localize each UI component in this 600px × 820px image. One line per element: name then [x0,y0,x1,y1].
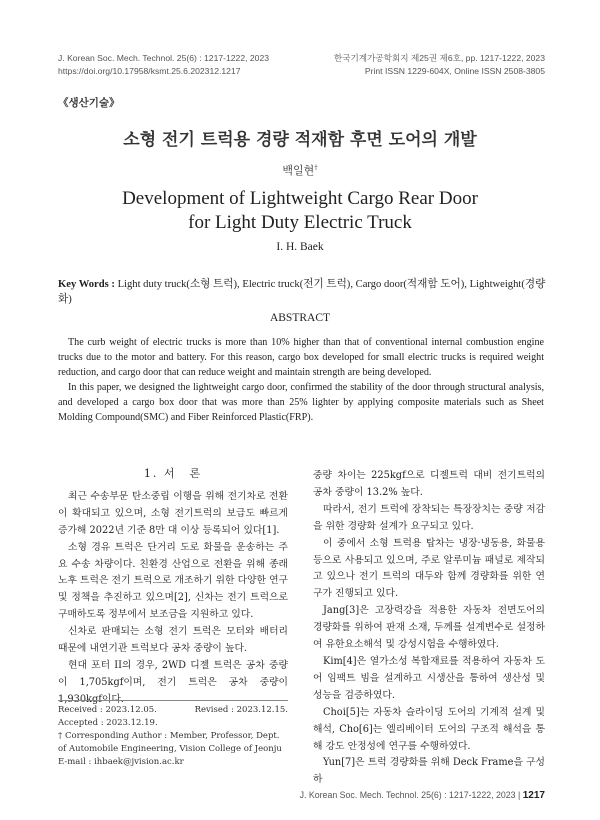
received-date: Received : 2023.12.05. [58,705,157,715]
body-paragraph: 최근 수송부문 탄소중립 이행을 위해 전기차로 전환이 확대되고 있으며, 소형 전기트럭의 보급도 빠르게 증가해 2022년 기준 8만 대 이상 등록되어 있다[1]. [58,490,288,536]
section-heading: 1. 서 론 [143,467,203,480]
accepted-date: Accepted : 2023.12.19. [58,718,158,728]
journal-header-right [334,52,545,77]
abstract-title: ABSTRACT [269,312,331,324]
english-title [0,187,600,235]
journal-header-left [58,52,269,77]
body-paragraph: Kim[4]은 열가소성 복합재료를 적용하여 자동차 도어 임팩트 빔을 설계하고 시생산을 통하여 생산성 및 성능을 검증하였다. [313,655,545,701]
page-footer [300,790,545,801]
corresponding-author: † Corresponding Author : Member, Professor, Dept. of Automobile Engineering, Vision College of Jeonju [58,731,282,754]
body-paragraph: 따라서, 전기 트럭에 장착되는 특장장치는 중량 저감을 위한 경량화 설계가 요구되고 있다. [313,503,545,532]
body-paragraph: Choi[5]는 자동차 슬라이딩 도어의 기계적 설계 및 해석, Cho[6]는 엘리베이터 도어의 구조적 해석을 통해 강도 안정성에 연구를 수행하였다. [313,706,545,752]
corresponding-mark: † [314,163,318,172]
keywords-label: Key Words : [58,279,115,290]
journal-citation-korean: 한국기계가공학회지 제25권 제6호, pp. 1217-1222, 2023 [333,53,545,63]
body-paragraph: Yun[7]은 트럭 경량화를 위해 Deck Frame을 구성하 [313,757,545,786]
english-title-line2: for Light Duty Electric Truck [188,212,412,233]
keywords [58,276,548,306]
section-tag: 《생산기술》 [58,97,120,109]
footnote-dates [58,704,288,717]
footnote [58,704,288,769]
keywords-list: Light duty truck(소형 트럭), Electric truck(전기 트럭), Cargo door(적재함 도어), Lightweight(경량화) [58,279,546,305]
body-paragraph: 신차로 판매되는 소형 전기 트럭은 모터와 배터리 때문에 내연기관 트럭보다 공차 중량이 높다. [58,626,288,655]
abstract [58,335,544,425]
abstract-paragraph: The curb weight of electric trucks is more than 10% higher than that of conventional internal combustion engine trucks due to the motor and battery. For this reason, cargo box developed for small electric trucks is required weight reduction, and cargo door that can reduce weight and maintain strength are being developed. [58,337,544,378]
abstract-paragraph: In this paper, we designed the lightweight cargo door, confirmed the stability of the door through structural analysis, and developed a cargo box door that was more than 25% lighter by applying composite materials such as Sheet Molding Compound(SMC) and Fiber Reinforced Plastic(FRP). [58,382,544,423]
body-paragraph: 현대 포터 II의 경우, 2WD 디젤 트럭은 공차 중량이 1,705kgf이며, 전기 트럭은 공차 중량이 1,930kgf이다. [58,659,288,705]
korean-author-name: 백일현 [282,164,315,177]
korean-author [0,162,600,178]
footnote-divider [58,700,288,701]
english-author: I. H. Baek [276,241,324,253]
footer-citation: J. Korean Soc. Mech. Technol. 25(6) : 1217-1222, 2023 | [299,790,521,800]
body-paragraph: 이 중에서 소형 트럭용 탑차는 냉장·냉동용, 화물용 등으로 사용되고 있으며, 주로 알루미늄 패널로 제작되고 있으나 전기 트럭의 대두와 함께 경량화를 위한 연구가 진행되고 있다. [313,537,545,600]
doi-link[interactable]: https://doi.org/10.17958/ksmt.25.6.202312.1217 [58,65,241,76]
author-email[interactable]: E-mail : ihbaek@jvision.ac.kr [58,757,184,767]
revised-date: Revised : 2023.12.15. [194,705,288,715]
english-title-line1: Development of Lightweight Cargo Rear Door [122,188,478,209]
left-column [58,466,288,709]
body-paragraph: 소형 경유 트럭은 단거리 도로 화물을 운송하는 주요 수송 차량이다. 친환경 산업으로 전환을 위해 종래 노후 트럭은 전기 트럭으로 개조하기 위한 다양한 연구 및 정책을 추진하고 있으며[2], 신차는 전기 트럭으로 구매하도록 정부에서 보조금을 지원하고 있다. [58,541,289,621]
body-paragraph: Jang[3]은 고장력강을 적용한 자동차 전면도어의 경량화를 위하여 판재 소재, 두께를 설계변수로 설정하여 유한요소해석 및 강성시험을 수행하였다. [313,605,545,651]
issn-line: Print ISSN 1229-604X, Online ISSN 2508-3805 [364,65,545,76]
body-paragraph: 중량 차이는 225kgf으로 디젤트럭 대비 전기트럭의 공차 중량이 13.2% 높다. [313,470,545,498]
journal-citation: J. Korean Soc. Mech. Technol. 25(6) : 1217-1222, 2023 [58,53,269,63]
korean-title: 소형 전기 트럭용 경량 적재함 후면 도어의 개발 [123,130,477,150]
page-number: 1217 [522,790,545,801]
right-column [313,468,545,789]
